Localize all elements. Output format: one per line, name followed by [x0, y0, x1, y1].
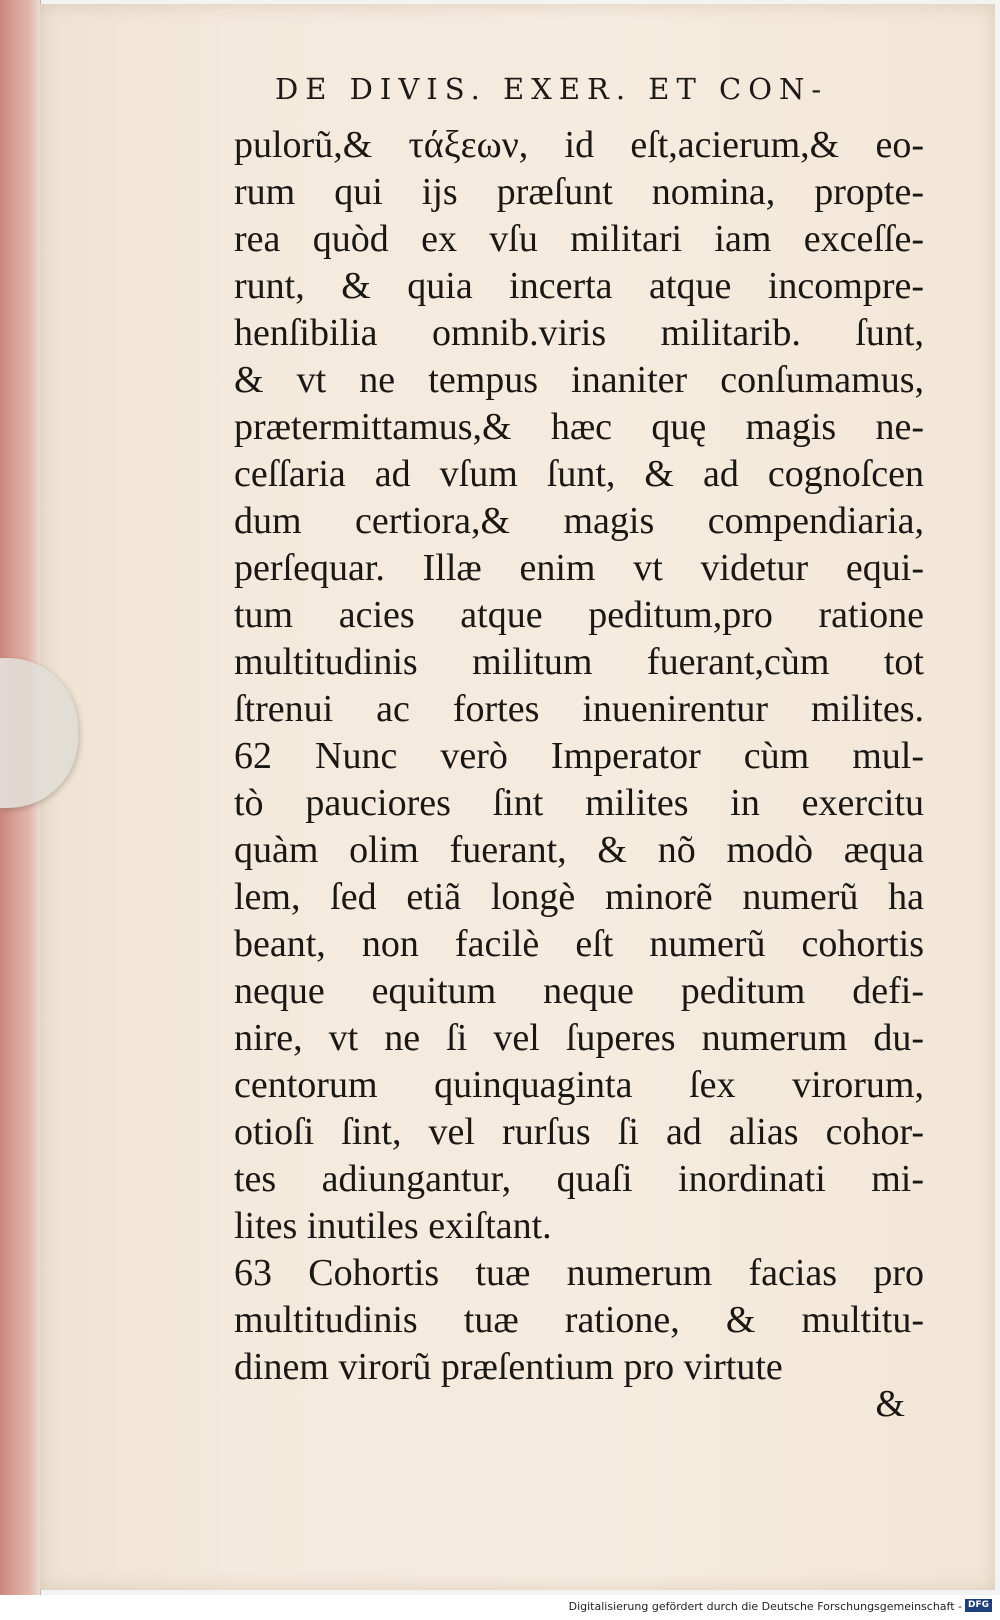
- footer-credit: Digitalisierung gefördert durch die Deutsche Forschungsgemeinschaft -: [568, 1600, 962, 1613]
- text-line: nire, vt ne ſi vel ſuperes numerum du-: [234, 1017, 924, 1059]
- text-line: dinem virorũ præſentium pro virtute: [234, 1346, 783, 1388]
- catchword: &: [875, 1383, 905, 1425]
- text-line: rum qui ijs præſunt nomina, propte-: [234, 171, 924, 213]
- text-line: ſtrenui ac fortes inuenirentur milites.: [234, 688, 924, 730]
- text-line: tò pauciores ſint milites in exercitu: [234, 782, 924, 824]
- text-line: dum certiora,& magis compendiaria,: [234, 500, 924, 542]
- body-text: [234, 122, 924, 1391]
- text-line: rea quòd ex vſu militari iam exceſſe-: [234, 218, 924, 260]
- text-line: otioſi ſint, vel rurſus ſi ad alias cohor-: [234, 1111, 924, 1153]
- text-line: runt, & quia incerta atque incompre-: [234, 265, 924, 307]
- text-line: beant, non facilè eſt numerũ cohortis: [234, 923, 924, 965]
- text-line: ceſſaria ad vſum ſunt, & ad cognoſcen: [234, 453, 924, 495]
- text-line: 63 Cohortis tuæ numerum facias pro: [234, 1252, 924, 1294]
- text-line: lem, ſed etiã longè minorẽ numerũ ha: [234, 876, 924, 918]
- text-line: neque equitum neque peditum defi-: [234, 970, 924, 1012]
- text-line: henſibilia omnib.viris militarib. ſunt,: [234, 312, 924, 354]
- text-line: pulorũ,& τάξεων, id eſt,acierum,& eo-: [234, 124, 924, 166]
- text-line: tes adiungantur, quaſi inordinati mi-: [234, 1158, 924, 1200]
- text-line: multitudinis militum fuerant,cùm tot: [234, 641, 924, 683]
- running-head: DE DIVIS. EXER. ET CON-: [275, 72, 829, 106]
- text-line: & vt ne tempus inaniter conſumamus,: [234, 359, 924, 401]
- text-line: lites inutiles exiſtant.: [234, 1205, 552, 1247]
- text-line: centorum quinquaginta ſex virorum,: [234, 1064, 924, 1106]
- text-line: multitudinis tuæ ratione, & multitu-: [234, 1299, 924, 1341]
- dfg-logo: DFG: [965, 1599, 992, 1612]
- text-line: tum acies atque peditum,pro ratione: [234, 594, 924, 636]
- text-line: prætermittamus,& hæc quę magis ne-: [234, 406, 924, 448]
- text-line: quàm olim fuerant, & nõ modò æqua: [234, 829, 924, 871]
- text-line: 62 Nunc verò Imperator cùm mul-: [234, 735, 924, 777]
- text-line: perſequar. Illæ enim vt videtur equi-: [234, 547, 924, 589]
